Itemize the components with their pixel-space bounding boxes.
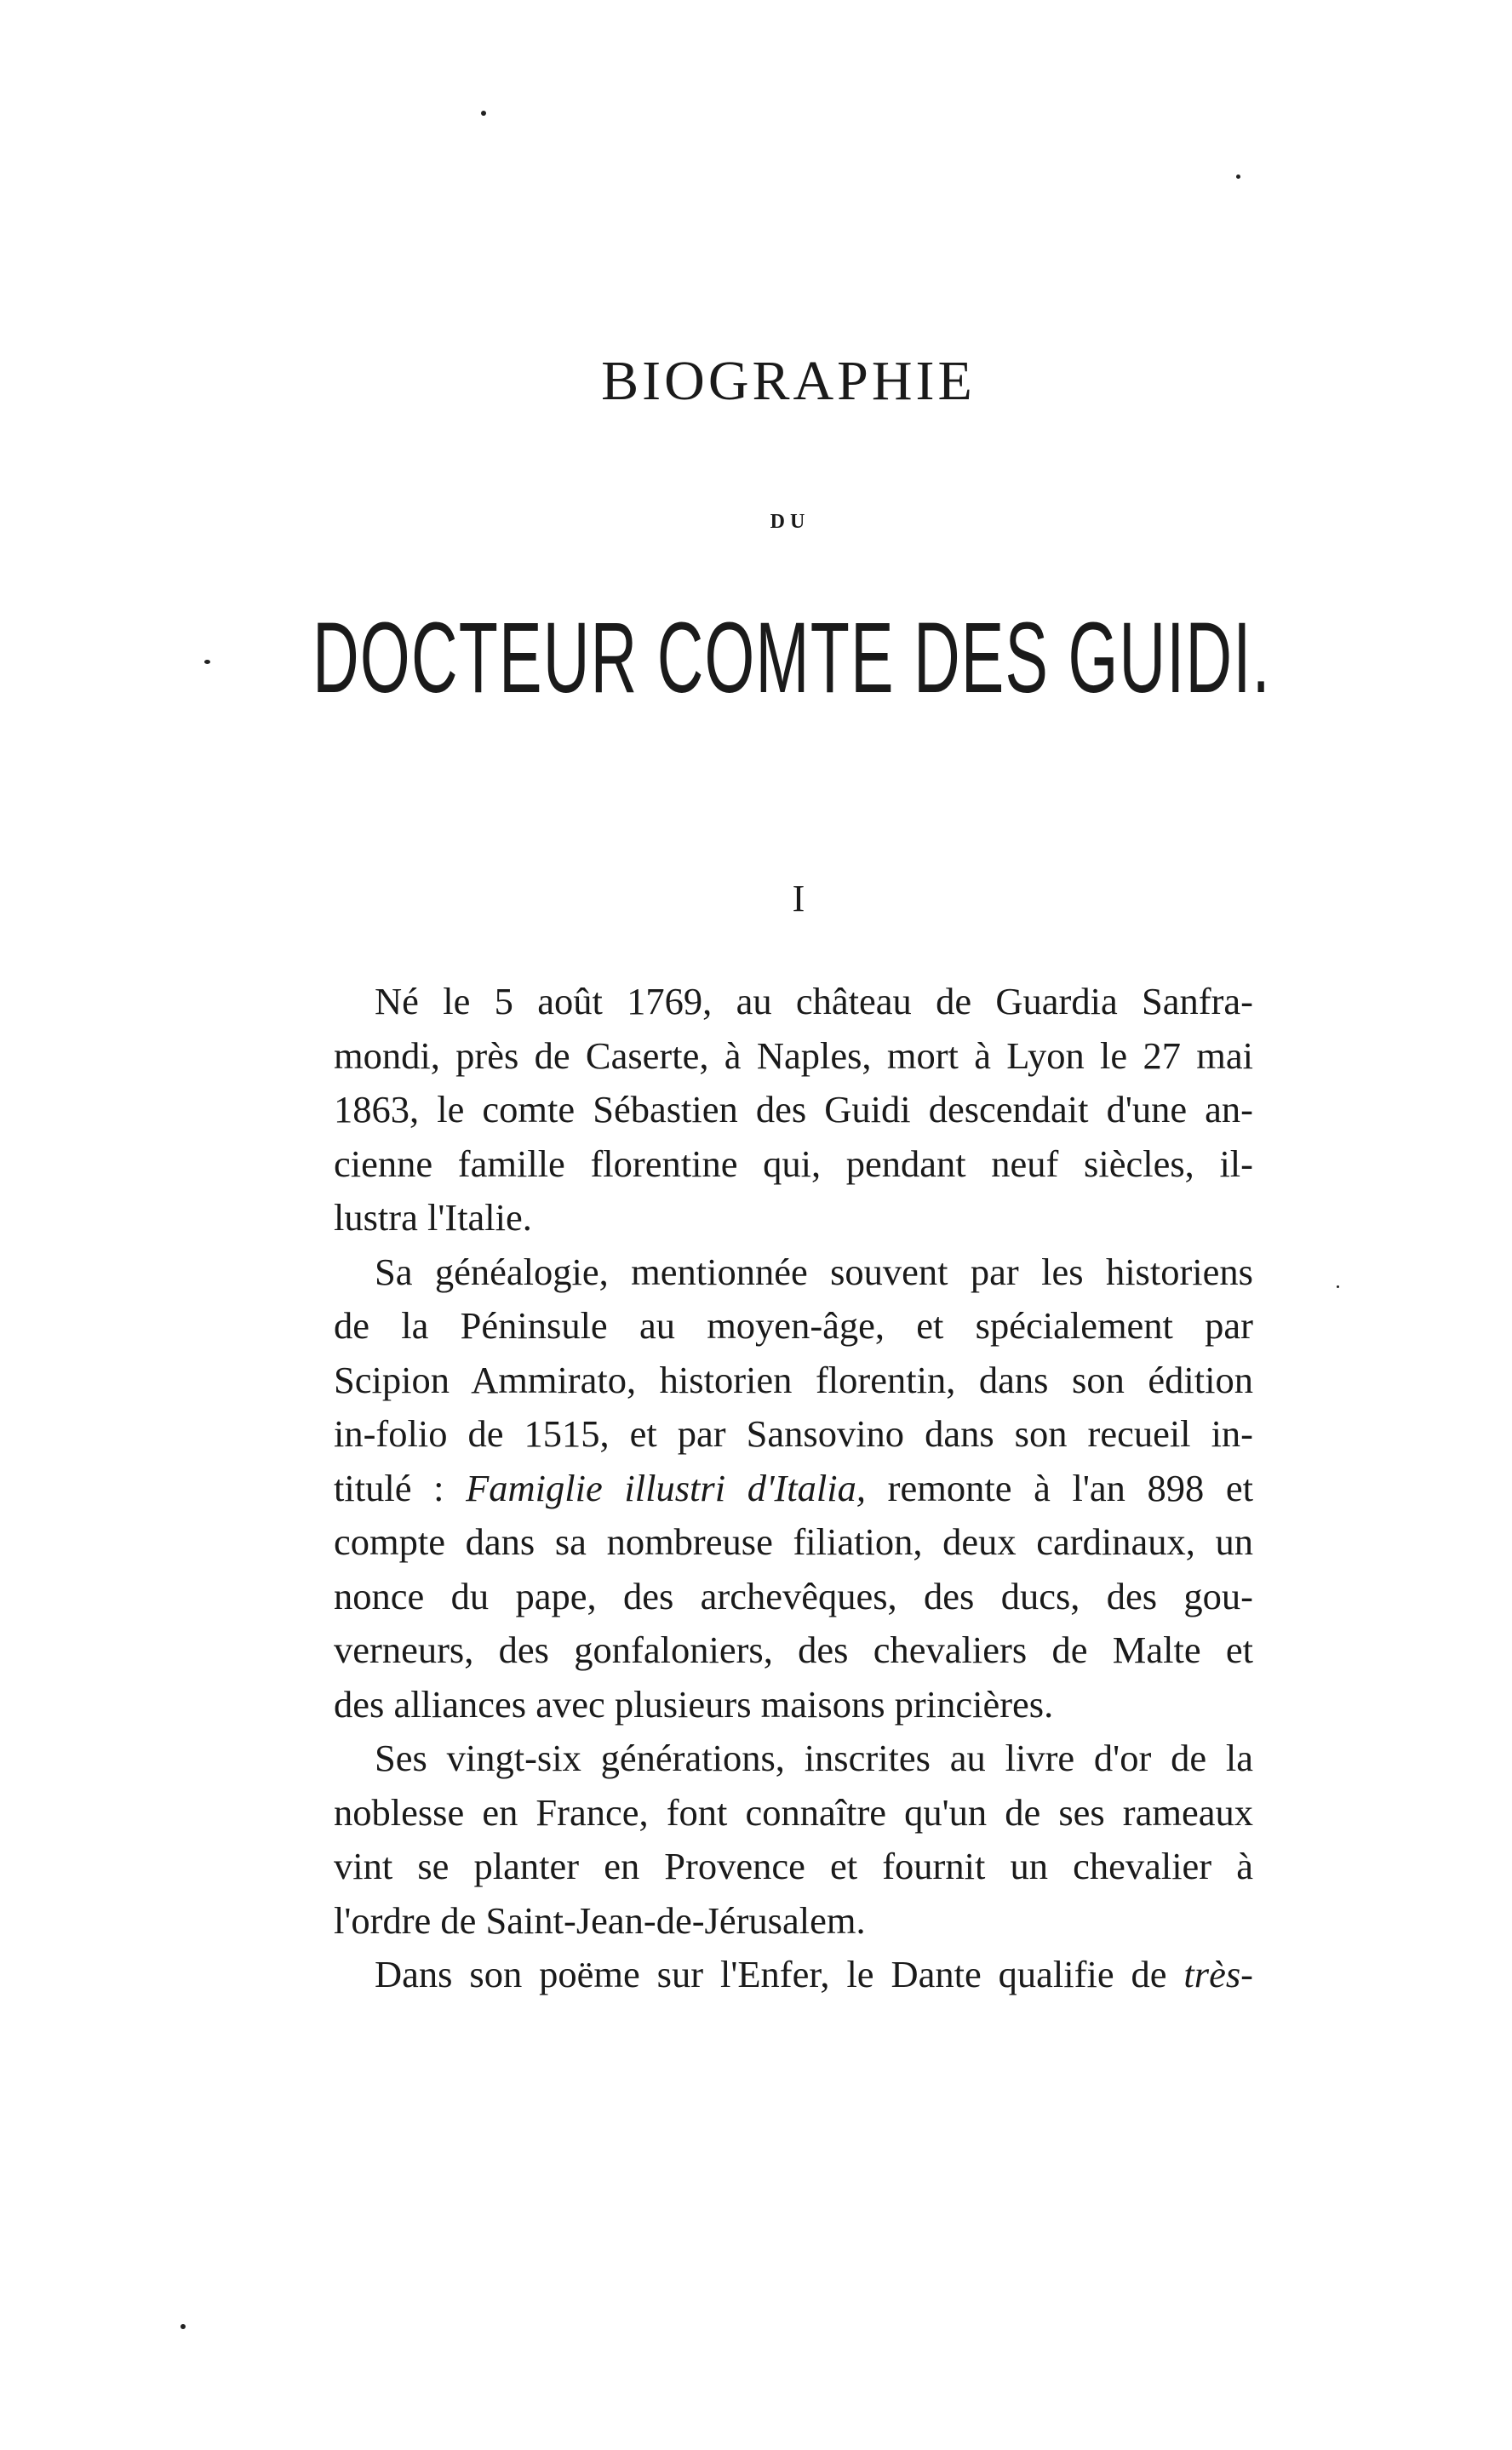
- text-line: cienne famille florentine qui, pendant neuf siècles, il-: [334, 1142, 1253, 1185]
- title-connector: DU: [770, 511, 810, 533]
- text-line: lustra l'Italie.: [334, 1196, 532, 1239]
- text-line: in-folio de 1515, et par Sansovino dans son recueil in-: [334, 1412, 1253, 1455]
- biography-subject: DOCTEUR COMTE DES GUIDI.: [312, 602, 1271, 714]
- page-title: BIOGRAPHIE: [601, 350, 976, 412]
- text-line: mondi, près de Caserte, à Naples, mort à Lyon le 27 mai: [334, 1033, 1253, 1077]
- section-number: I: [792, 878, 805, 919]
- text-line: noblesse en France, font connaître qu'un de ses rameaux: [334, 1790, 1253, 1834]
- text-line: 1863, le comte Sébastien des Guidi descendait d'une an-: [334, 1088, 1253, 1131]
- text-line: Ses vingt-six générations, inscrites au livre d'or de la: [375, 1737, 1253, 1779]
- text-line: des alliances avec plusieurs maisons princières.: [334, 1682, 1054, 1726]
- italic-word: très-: [1183, 1953, 1253, 1995]
- text-line: Sa généalogie, mentionnée souvent par les historiens: [375, 1250, 1253, 1293]
- scan-speck: [1337, 1285, 1339, 1288]
- text-line-with-italic: [334, 1462, 1253, 1516]
- text-line: Né le 5 août 1769, au château de Guardia Sanfra-: [375, 980, 1253, 1022]
- text-run: remonte à l'an 898 et: [866, 1466, 1253, 1509]
- scan-speck: [481, 111, 486, 116]
- text-line: compte dans sa nombreuse filiation, deux cardinaux, un: [334, 1520, 1253, 1563]
- text-line: Scipion Ammirato, historien florentin, dans son édition: [334, 1358, 1253, 1401]
- body-text: [334, 975, 1253, 2002]
- italic-book-title: Famiglie illustri d'Italia,: [466, 1466, 867, 1509]
- scan-speck: [204, 660, 210, 664]
- text-line-with-italic: [334, 1948, 1253, 2002]
- text-line: l'ordre de Saint-Jean-de-Jérusalem.: [334, 1898, 866, 1942]
- text-run: titulé :: [334, 1466, 467, 1509]
- scan-speck: [1236, 175, 1240, 179]
- text-run: Dans son poëme sur l'Enfer, le Dante qualifie de: [375, 1953, 1184, 1995]
- text-line: vint se planter en Provence et fournit un chevalier à: [334, 1845, 1253, 1887]
- text-line: verneurs, des gonfaloniers, des chevaliers de Malte et: [334, 1629, 1253, 1671]
- text-line: de la Péninsule au moyen-âge, et spécialement par: [334, 1304, 1253, 1347]
- scan-speck: [180, 2324, 186, 2329]
- text-line: nonce du pape, des archevêques, des ducs, des gou-: [334, 1574, 1253, 1617]
